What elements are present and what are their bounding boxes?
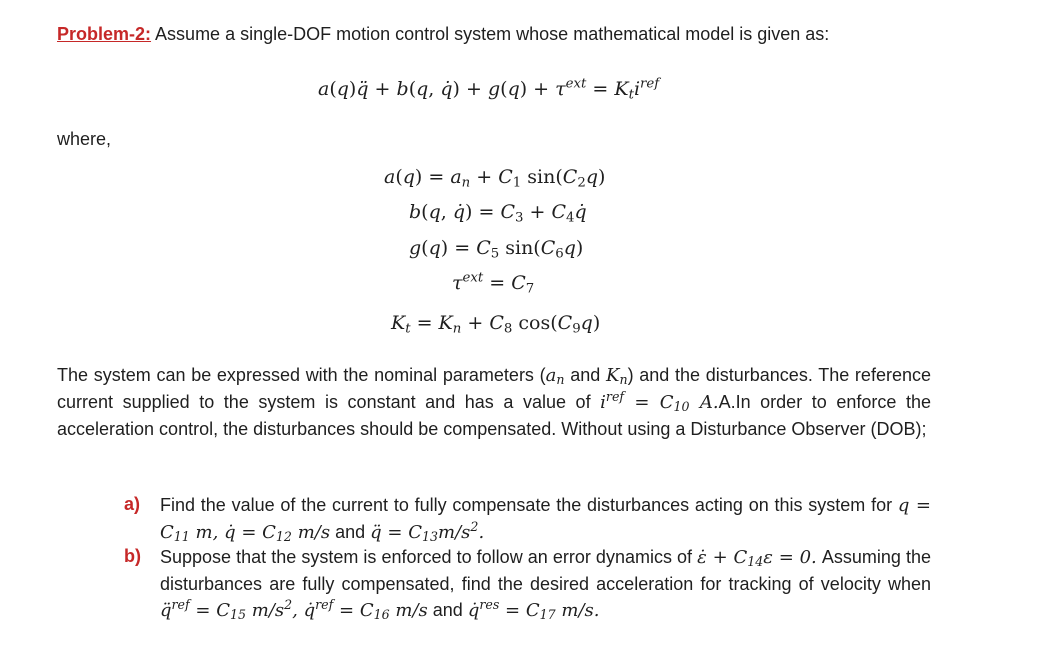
question-a-text: Find the value of the current to fully compensate the disturbances acting on this system for $q = C_{11}$ m, q̇ = $C_{12}$ m/s and q̈ = $C_{13}m/s^2$. bbox=[160, 495, 931, 545]
question-b-text: Suppose that the system is enforced to follow an error dynamics of ε̇ + $C_{14}\varepsilon = 0$. Assuming the disturbances are fully compensated, find the desired acceleration for tracking of velocity when q̈$^{ref}$ = $C_{15}$ $m/s^2$, q̇$^{ref}$ = $C_{16}$ m/s and q̇$^{res}$ = $C_{17}$ m/s. bbox=[160, 547, 931, 623]
definition-kt: $K_t = K_n + C_8$ $\cos(C_9q)$ bbox=[391, 312, 601, 337]
problem-heading bbox=[57, 24, 829, 45]
definition-tau: $\tau^{ext} = C_7$ bbox=[452, 270, 535, 297]
definition-b: b(q, q̇) = $C_3$ + $C_4q̇$ bbox=[409, 201, 587, 226]
definition-a: $a(q) = a_n + C_1$ $\sin(C_2q)$ bbox=[384, 166, 606, 191]
paragraph-text-3: ) and the disturbances. The reference current supplied to the system is constant and has a value of bbox=[57, 365, 931, 412]
question-b-label: b) bbox=[124, 546, 141, 566]
paragraph-text-2: and bbox=[564, 365, 606, 385]
question-b-text-2: Assuming the disturbances are fully compensated, find the desired acceleration for tracking of velocity when bbox=[160, 547, 931, 594]
where-label: where, bbox=[57, 129, 112, 149]
problem-paragraph: The system can be expressed with the nominal parameters ($a_n$ and $K_n$) and the disturbances. The reference current supplied to the system is constant and has a value of $i^{ref} = C_{10}$ A.A.In order to enforce the acceleration control, the disturbances should be compensated. Without using a Disturbance Observer (DOB); bbox=[57, 365, 931, 439]
main-equation: a(q)q̈ + b(q, q̇) + $g(q) + \tau^{ext} = K_ti^{ref}$ bbox=[318, 76, 660, 103]
question-a-label: a) bbox=[124, 494, 141, 514]
paragraph-text-1: The system can be expressed with the nominal parameters ( bbox=[57, 365, 546, 385]
paragraph-text-4: A.In order to enforce the acceleration control, the disturbances should be compensated. Without using a Disturbance Observer (DOB); bbox=[57, 392, 931, 439]
definition-g: $g(q) = C_5$ $\sin(C_6q)$ bbox=[409, 237, 584, 262]
problem-label: Problem-2: bbox=[57, 24, 152, 44]
question-b-text-3: and bbox=[427, 600, 468, 620]
question-a-text-2: and bbox=[330, 522, 371, 542]
question-b-text-1: Suppose that the system is enforced to follow an error dynamics of bbox=[160, 547, 698, 567]
question-a-text-1: Find the value of the current to fully compensate the disturbances acting on this system for bbox=[160, 495, 898, 515]
problem-intro: Assume a single-DOF motion control system whose mathematical model is given as: bbox=[155, 24, 830, 44]
